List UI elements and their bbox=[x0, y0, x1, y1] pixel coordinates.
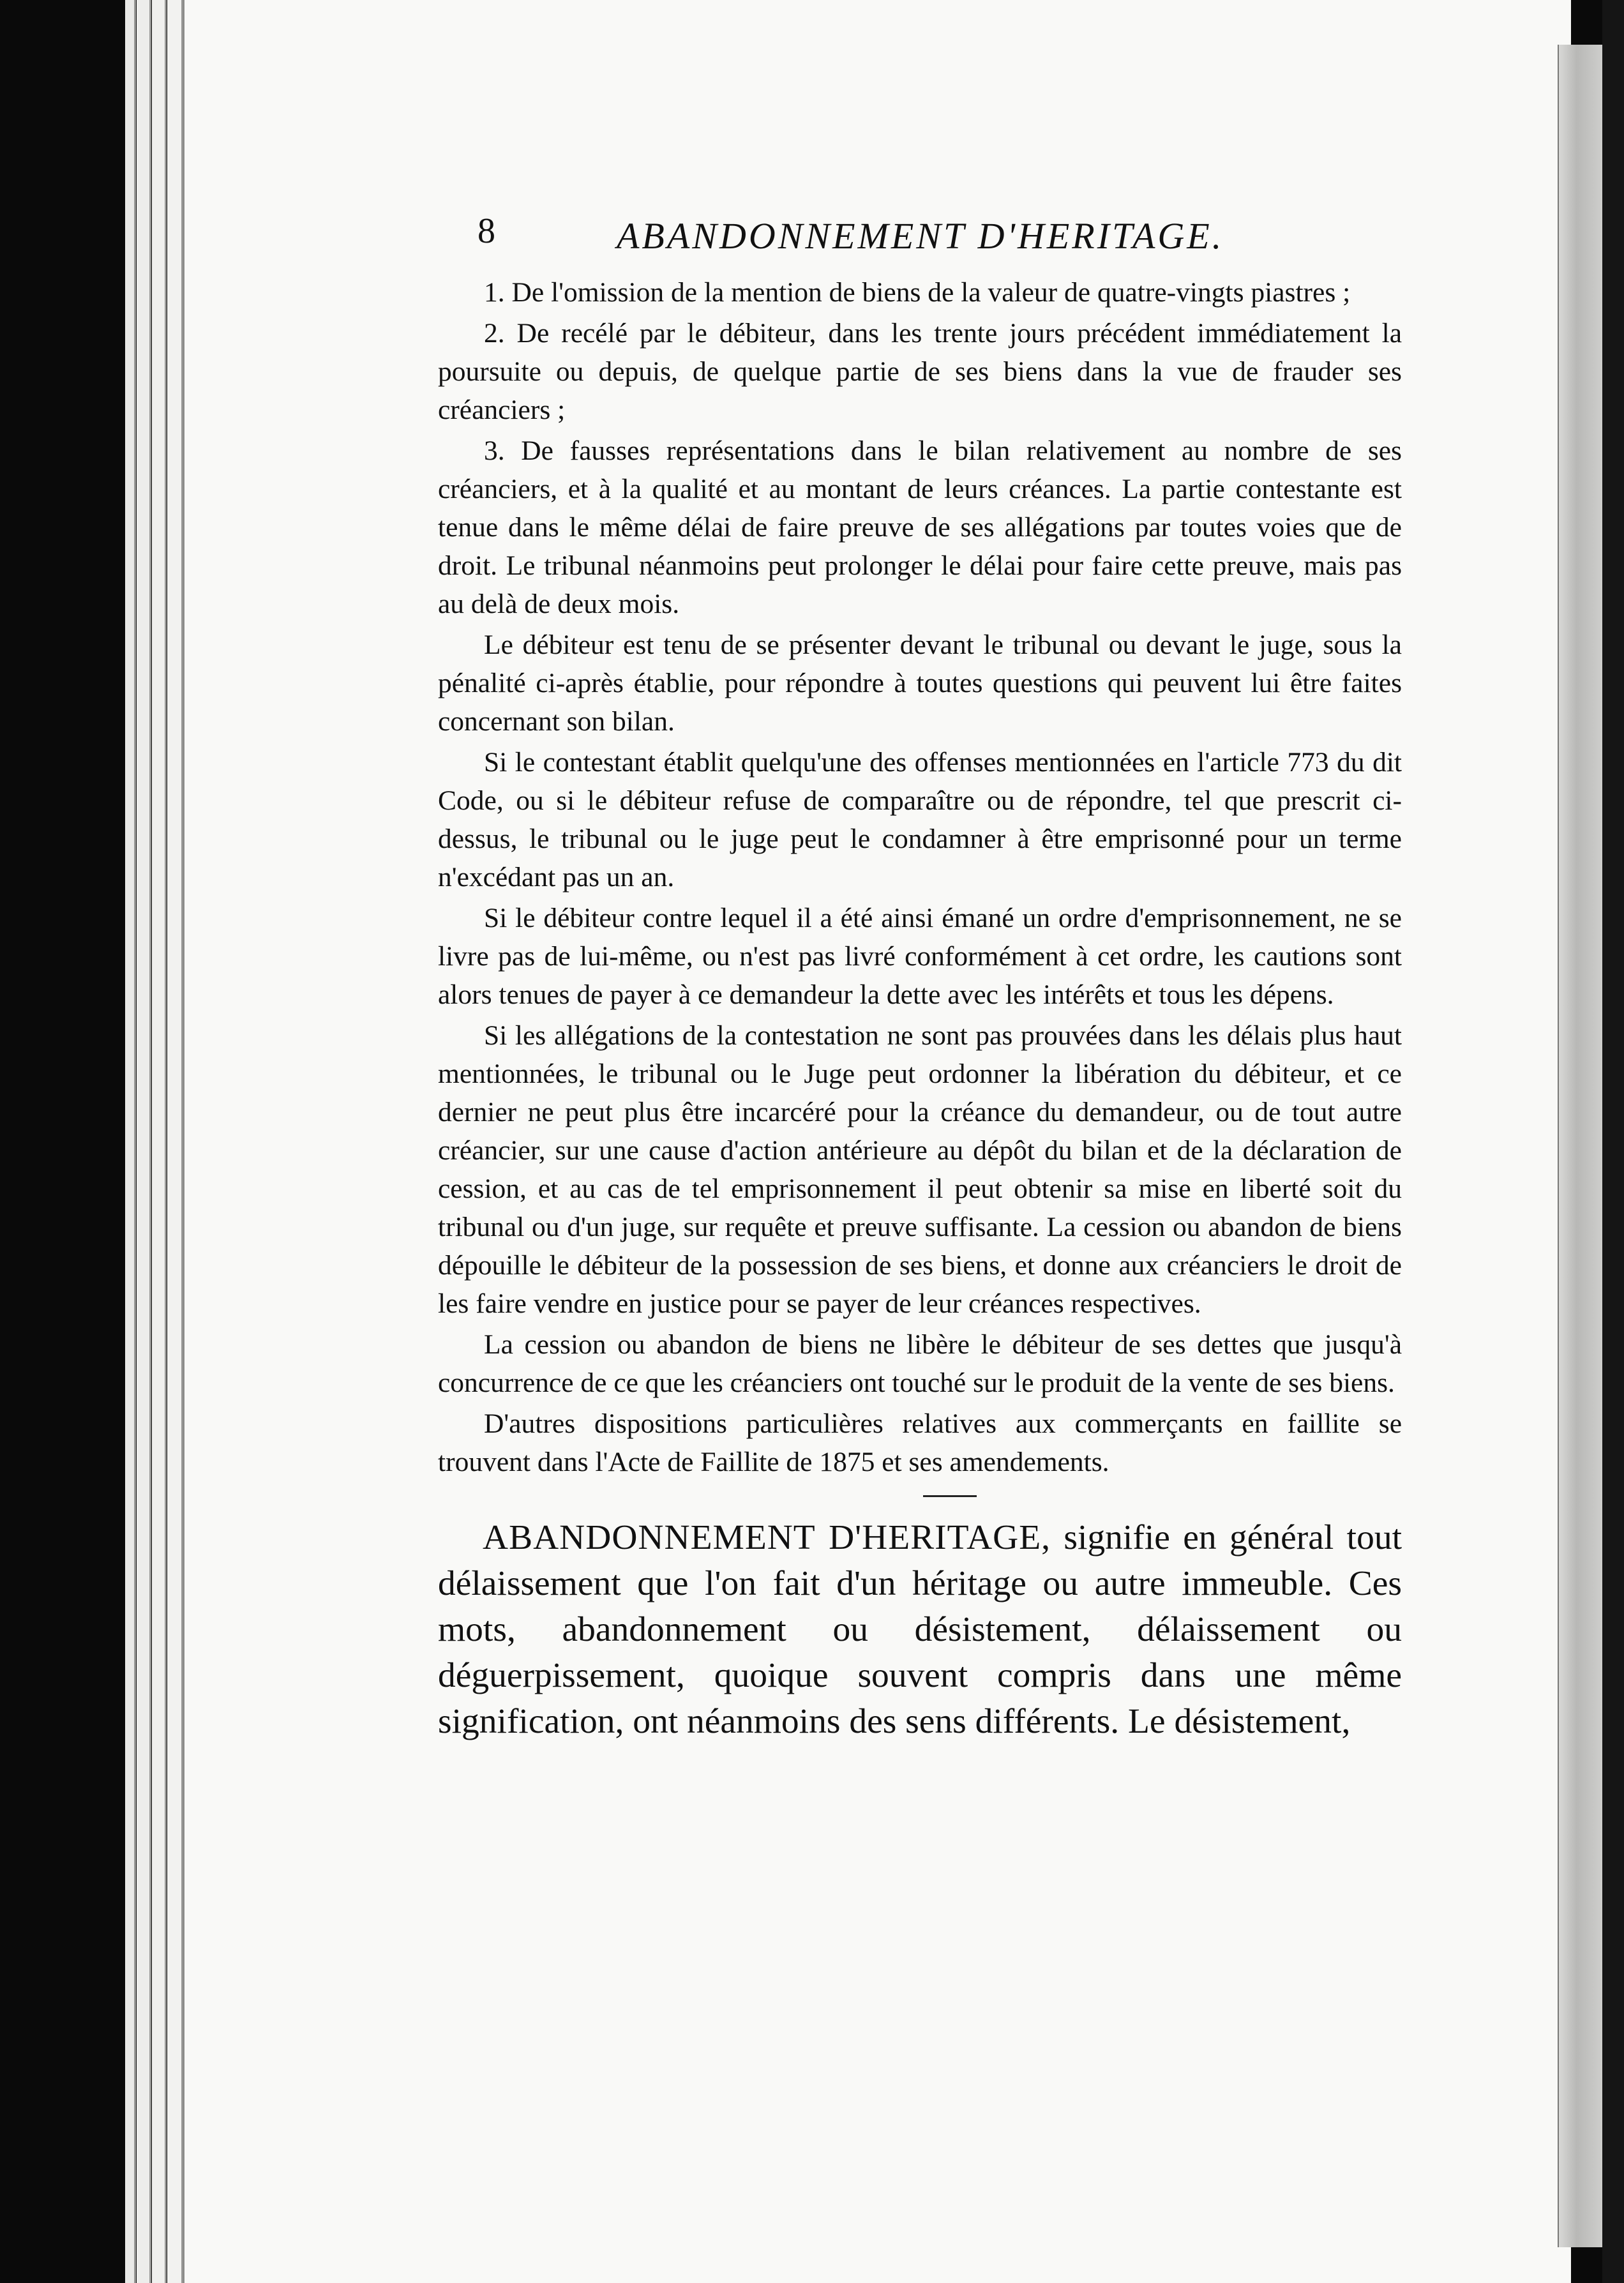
paragraph: La cession ou abandon de biens ne libère le débiteur de ses dettes que jusqu'à concurrence de ce que les créanciers ont touché sur le produit de la vente de ses biens. bbox=[438, 1329, 1402, 1398]
page-edge bbox=[137, 0, 151, 2283]
small-print-section bbox=[438, 273, 1402, 1481]
list-item: 2. De recélé par le débiteur, dans les trente jours précédent immédiatement la poursuite ou depuis, de quelque partie de ses biens dans la vue de frauder ses créanciers ; bbox=[438, 318, 1402, 425]
entry-heading: ABANDONNEMENT D'HERITAGE, bbox=[483, 1518, 1051, 1557]
section-divider bbox=[923, 1495, 977, 1497]
paragraph: Si le débiteur contre lequel il a été ainsi émané un ordre d'emprisonnement, ne se livre pas de lui-même, ou n'est pas livré conformément à cet ordre, les cautions sont alors tenues de payer à ce demandeur la dette avec les intérêts et tous les dépens. bbox=[438, 903, 1402, 1010]
page-edge bbox=[152, 0, 167, 2283]
page-edge bbox=[125, 0, 136, 2283]
page-edge bbox=[167, 0, 183, 2283]
paragraph: Le débiteur est tenu de se présenter devant le tribunal ou devant le juge, sous la pénalité ci-après établie, pour répondre à toutes questions qui peuvent lui être faites concernant son bilan. bbox=[438, 629, 1402, 737]
page-number: 8 bbox=[477, 211, 495, 251]
scan-border bbox=[1602, 0, 1624, 2283]
entry-text: signifie en général tout délaissement que l'on fait d'un héritage ou autre immeuble. Ces mots, abandonnement ou désistement, délaissement ou déguerpissement, quoique souvent compris dans une même signification, ont néanmoins des sens différents. Le désistement, bbox=[438, 1518, 1402, 1741]
entry-section bbox=[438, 1515, 1402, 1745]
page-content bbox=[438, 185, 1402, 1745]
paragraph: Si les allégations de la contestation ne sont pas prouvées dans les délais plus haut mentionnées, le tribunal ou le Juge peut ordonner la libération du débiteur, et ce dernier ne peut plus être incarcéré pour la créance du demandeur, ou de tout autre créancier, sur une cause d'action antérieure au dépôt du bilan et de la déclaration de cession, et au cas de tel emprisonnement il peut obtenir sa mise en liberté soit du tribunal ou d'un juge, sur requête et preuve suffisante. La cession ou abandon de biens dépouille le débiteur de la possession de ses biens, et donne aux créanciers le droit de les faire vendre en justice pour se payer de leur créances respectives. bbox=[438, 1020, 1402, 1319]
page-gutter-shadow bbox=[1558, 45, 1604, 2247]
list-item: 3. De fausses représentations dans le bilan relativement au nombre de ses créanciers, et à la qualité et au montant de leurs créances. La partie contestante est tenue dans le même délai de faire preuve de ses allégations par toutes voies que de droit. Le tribunal néanmoins peut prolonger le délai pour faire cette preuve, mais pas au delà de deux mois. bbox=[438, 435, 1402, 619]
paragraph: Si le contestant établit quelqu'une des offenses mentionnées en l'article 773 du dit Code, ou si le débiteur refuse de comparaître ou de répondre, tel que prescrit ci-dessus, le tribunal ou le juge peut le condamner à être emprisonné pour un terme n'excédant pas un an. bbox=[438, 747, 1402, 893]
entry-paragraph bbox=[438, 1515, 1402, 1745]
paragraph: D'autres dispositions particulières relatives aux commerçants en faillite se trouvent dans l'Acte de Faillite de 1875 et ses amendements. bbox=[438, 1408, 1402, 1477]
list-item: 1. De l'omission de la mention de biens de la valeur de quatre-vingts piastres ; bbox=[484, 277, 1351, 308]
running-head bbox=[438, 185, 1402, 262]
running-title: ABANDONNEMENT D'HERITAGE. bbox=[617, 215, 1224, 257]
